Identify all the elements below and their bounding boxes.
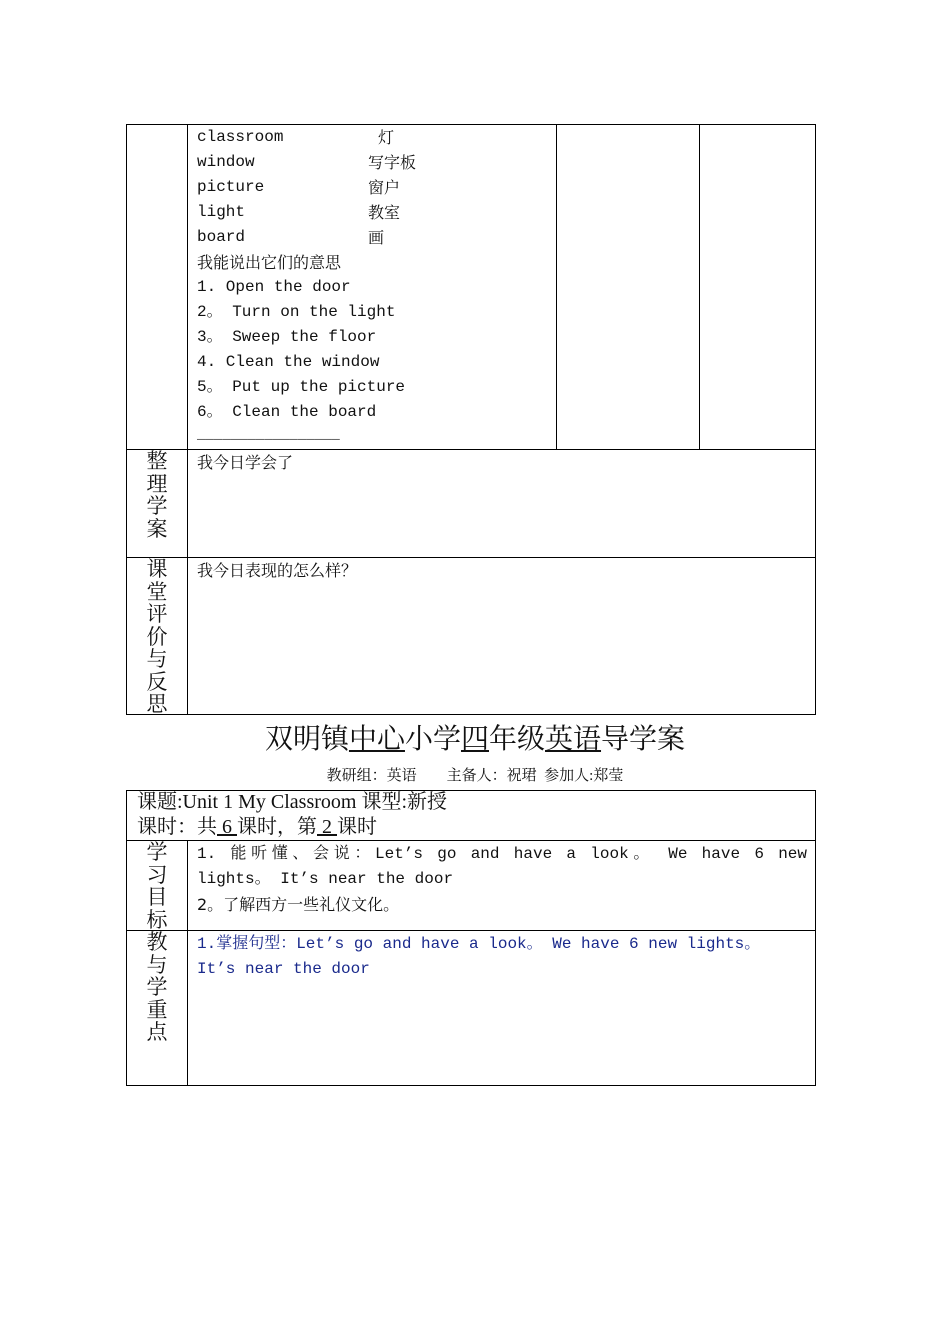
- table-border: [126, 714, 816, 715]
- table-border: [126, 840, 816, 841]
- phrase-item: 5。 Put up the picture: [197, 378, 406, 396]
- goals-line: 2。了解西方一些礼仪文化。: [197, 895, 400, 914]
- goals-line: 1. 能听懂、会说：Let’s go and have a look。 We have 6 new: [197, 845, 807, 863]
- row-label-goals: 学习目标: [146, 840, 168, 932]
- focus-line: 1.掌握句型：Let’s go and have a look。 We have 6 new lights。: [197, 935, 761, 953]
- period-suffix: 课时: [337, 816, 377, 838]
- title-part: 四: [460, 724, 489, 755]
- vocab-cn: 写字板: [368, 153, 417, 172]
- table-border: [699, 124, 700, 450]
- period-mid: 课时，第: [237, 816, 317, 838]
- table-border: [126, 1085, 816, 1086]
- vocab-en: board: [197, 228, 246, 246]
- table-border: [126, 790, 127, 1086]
- row-text-performance: 我今日表现的怎么样？: [197, 561, 358, 580]
- vocab-cn: 灯: [378, 128, 395, 147]
- subtitle: 教研组：英语 主备人：祝珺 参加人:郑莹: [326, 768, 624, 784]
- goals-line: lights。 It’s near the door: [197, 870, 454, 888]
- row-label-organize: 整理学案: [146, 449, 168, 541]
- vocab-en: picture: [197, 178, 265, 196]
- vocab-en: window: [197, 153, 255, 171]
- phrase-item: 2。 Turn on the light: [197, 303, 396, 321]
- vocab-en: classroom: [197, 128, 284, 146]
- period-current: 2: [317, 816, 337, 838]
- meaning-title: 我能说出它们的意思: [197, 253, 342, 272]
- vocab-cn: 教室: [368, 203, 401, 222]
- phrase-item: 6。 Clean the board: [197, 403, 377, 421]
- topic-line: 课题:Unit 1 My Classroom 课型:新授: [137, 791, 448, 813]
- title-part: 小学: [404, 724, 461, 755]
- row-label-reflection: 课堂评价与反思: [146, 557, 168, 716]
- table-border: [815, 790, 816, 1086]
- focus-line: It’s near the door: [197, 960, 370, 978]
- title-part: 年级: [489, 724, 546, 755]
- title-part: 导学案: [601, 724, 686, 755]
- vocab-en: light: [197, 203, 246, 221]
- phrase-item: 4. Clean the window: [197, 353, 380, 371]
- table-border: [815, 124, 816, 715]
- vocab-cn: 窗户: [368, 178, 401, 197]
- phrase-item: 1. Open the door: [197, 278, 351, 296]
- table-border: [187, 124, 188, 715]
- blank-line: _________________: [197, 427, 340, 443]
- table-border: [126, 930, 816, 931]
- row-text-learned: 我今日学会了: [197, 453, 294, 472]
- phrase-item: 3。 Sweep the floor: [197, 328, 377, 346]
- period-prefix: 课时：共: [137, 816, 217, 838]
- period-total: 6: [217, 816, 237, 838]
- table-border: [187, 840, 188, 1086]
- row-label-focus: 教与学重点: [146, 930, 168, 1044]
- title-part: 双明镇: [264, 724, 349, 755]
- period-line: [137, 815, 377, 840]
- vocab-cn: 画: [368, 228, 385, 247]
- title-part: 中心: [348, 724, 405, 755]
- table-border: [126, 124, 127, 715]
- title-part: 英语: [545, 724, 602, 755]
- page-title: [0, 720, 950, 760]
- table-border: [556, 124, 557, 450]
